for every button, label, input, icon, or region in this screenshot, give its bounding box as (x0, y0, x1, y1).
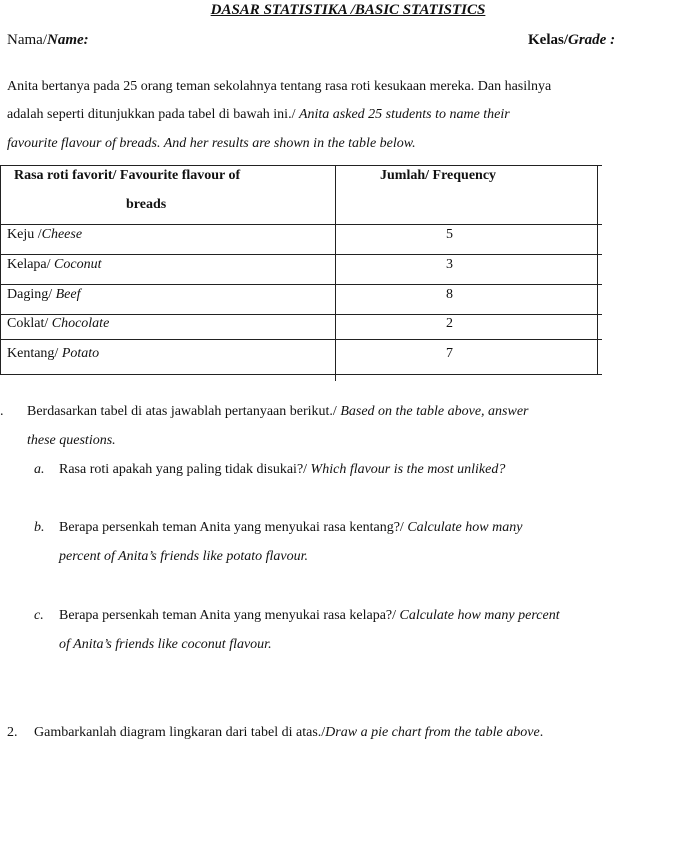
question-2-plain: Gambarkanlah diagram lingkaran dari tabel di atas./ (34, 725, 326, 740)
question-a-marker: a. (34, 462, 45, 477)
grade-prefix: Kelas/ (528, 32, 568, 48)
question-b-text-cont: percent of Anita’s friends like potato flavour. (59, 549, 308, 564)
grade-field-label (528, 32, 615, 49)
intro-line-2 (7, 101, 510, 129)
table-row-label (7, 227, 82, 243)
flavour-name-english: Coconut (54, 257, 102, 272)
table-row-value: 3 (446, 257, 453, 272)
flavour-name-english: Potato (61, 346, 100, 361)
question-a-plain: Rasa roti apakah yang paling tidak disukai?/ (59, 462, 311, 477)
question-2-italic: Draw a pie chart from the table above (325, 725, 540, 740)
table-row-value: 2 (446, 316, 453, 331)
table-row-label (7, 346, 99, 362)
table-border-bottom (0, 374, 602, 375)
question-a-text (59, 462, 505, 478)
page-title: DASAR STATISTIKA /BASIC STATISTICS (210, 2, 486, 18)
name-prefix: Nama/ (7, 32, 47, 48)
table-row-divider (0, 254, 602, 255)
table-border-top (0, 165, 602, 166)
flavour-name: Daging/ (7, 287, 56, 302)
grade-label: Grade : (568, 32, 616, 48)
question-c-plain: Berapa persenkah teman Anita yang menyukai rasa kelapa?/ (59, 608, 400, 623)
flavour-name-english: Beef (55, 287, 81, 302)
flavour-name-english: Chocolate (51, 316, 110, 331)
intro-line-2-plain: adalah seperti ditunjukkan pada tabel di bawah ini./ (7, 107, 299, 122)
table-header-frequency: Jumlah/ Frequency (380, 168, 497, 183)
table-header-flavour-line1: Rasa roti favorit/ Favourite flavour of (14, 168, 241, 183)
table-row-label (7, 257, 101, 273)
table-column-divider (335, 165, 336, 381)
intro-line-2-italic: Anita asked 25 students to name their (298, 107, 510, 122)
question-c-italic: Calculate how many percent (399, 608, 560, 623)
table-row-divider (0, 224, 602, 225)
table-row-label (7, 287, 80, 303)
flavour-name: Kentang/ (7, 346, 62, 361)
table-header-flavour-line2: breads (126, 197, 167, 212)
question-c-text (59, 608, 560, 624)
flavour-name-english: Cheese (41, 227, 83, 242)
question-b-italic: Calculate how many (407, 520, 523, 535)
question-b-text (59, 520, 522, 536)
question-1-text (27, 404, 529, 420)
question-b-marker: b. (34, 520, 45, 535)
intro-line-3: favourite flavour of breads. And her results are shown in the table below. (7, 136, 416, 151)
table-row-divider (0, 314, 602, 315)
table-row-label (7, 316, 109, 332)
table-border-left (0, 165, 1, 375)
flavour-name: Keju / (7, 227, 42, 242)
table-border-right (597, 165, 598, 375)
table-row-value: 8 (446, 287, 453, 302)
name-label: Name: (46, 32, 89, 48)
question-c-marker: c. (34, 608, 44, 623)
name-field-label (7, 32, 89, 49)
question-c-text-cont: of Anita’s friends like coconut flavour. (59, 637, 272, 652)
question-1-text-cont: these questions. (27, 433, 116, 448)
table-row-divider (0, 339, 602, 340)
question-b-plain: Berapa persenkah teman Anita yang menyukai rasa kentang?/ (59, 520, 408, 535)
question-1-marker: . (0, 404, 4, 419)
question-2-marker: 2. (7, 725, 18, 740)
flavour-name: Coklat/ (7, 316, 52, 331)
table-row-value: 7 (446, 346, 453, 361)
intro-line-1: Anita bertanya pada 25 orang teman sekolahnya tentang rasa roti kesukaan mereka. Dan hasilnya (7, 79, 552, 94)
question-2-text (34, 725, 543, 741)
question-1-plain: Berdasarkan tabel di atas jawablah pertanyaan berikut./ (27, 404, 341, 419)
table-row-value: 5 (446, 227, 453, 242)
question-a-italic: Which flavour is the most unliked? (310, 462, 506, 477)
flavour-name: Kelapa/ (7, 257, 55, 272)
question-2-end: . (539, 725, 544, 740)
question-1-italic: Based on the table above, answer (340, 404, 529, 419)
table-row-divider (0, 284, 602, 285)
